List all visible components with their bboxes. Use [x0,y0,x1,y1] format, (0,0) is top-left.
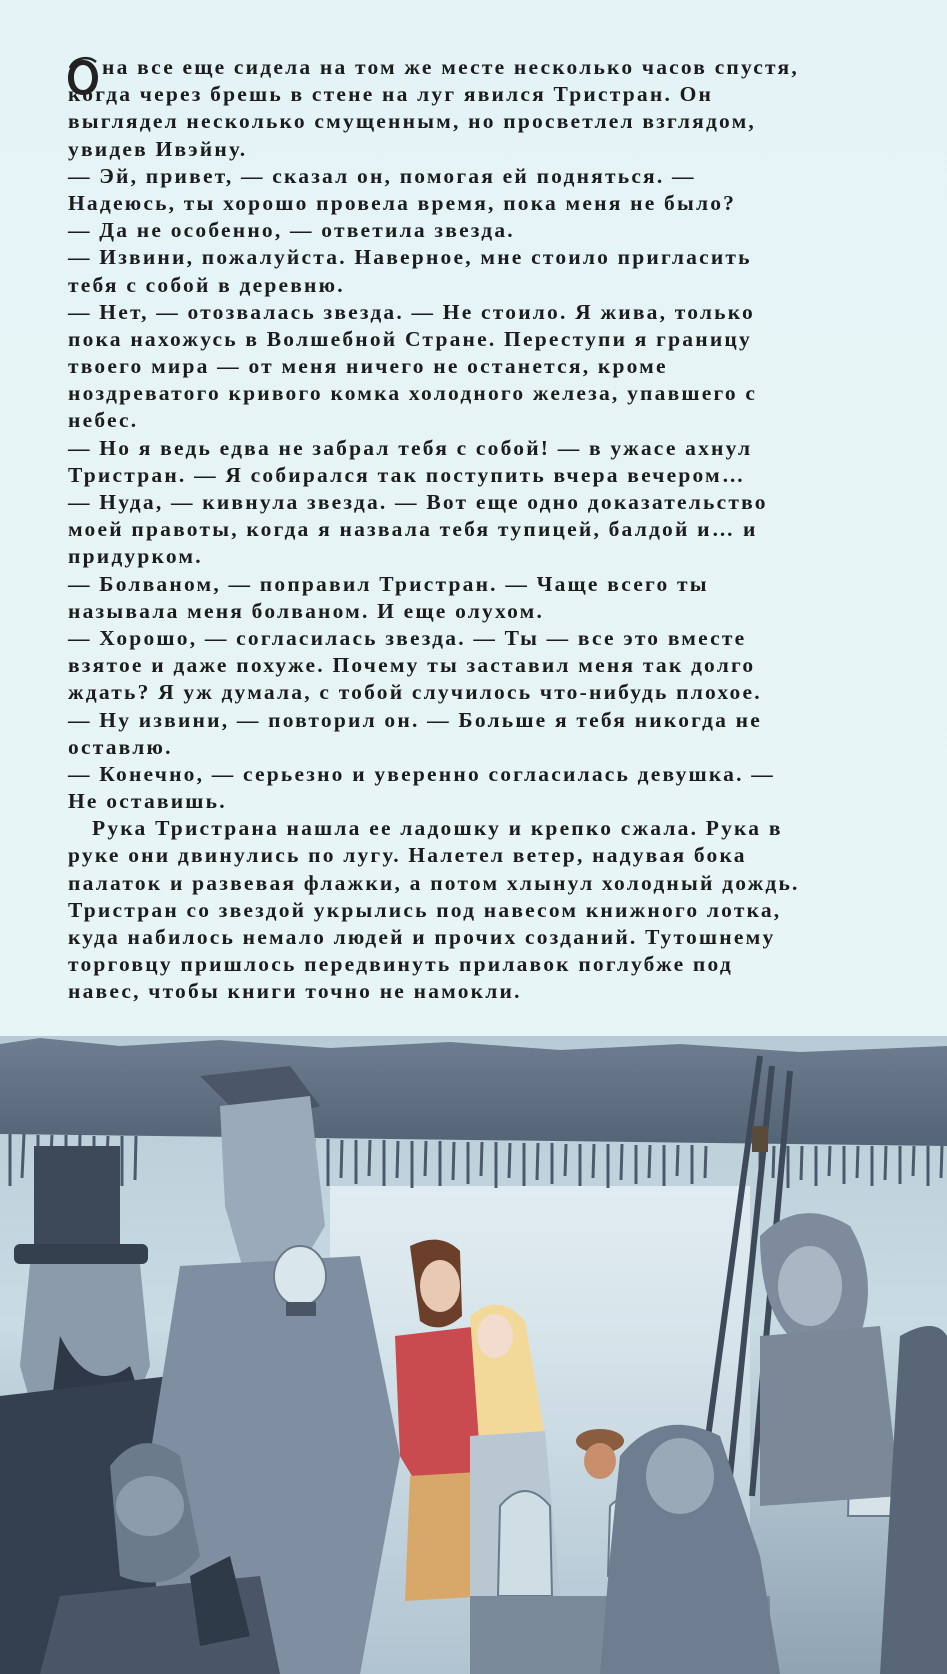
text-line: Тристран со звездой укрылись под навесом книжного лотка, [68,897,782,922]
text-line: когда через брешь в стене на луг явился Тристран. Он [68,82,714,107]
text-line: Надеюсь, ты хорошо провела время, пока меня не было? [68,190,737,215]
text-line: на все еще сидела на том же месте несколько часов спустя, [102,55,799,79]
text-line: куда набилось немало людей и прочих созданий. Тутошнему [68,925,776,949]
text-line: — Хорошо, — согласилась звезда. — Ты — все это вместе [68,625,747,650]
text-line: — Да не особенно, — ответила звезда. [68,218,515,243]
text-line: ждать? Я уж думала, с тобой случилось что-нибудь плохое. [68,680,762,705]
text-line: пока нахожусь в Волшебной Стране. Переступи я границу [68,326,752,351]
text-line: — Эй, привет, — сказал он, помогая ей подняться. — [68,163,696,188]
text-line: взятое и даже похуже. Почему ты заставил меня так долго [68,653,756,678]
text-line: — Нет, — отозвалась звезда. — Не стоило. Я жива, только [68,299,755,324]
drop-cap-o-icon [66,56,100,98]
text-line: называла меня болваном. И еще олухом. [68,598,545,623]
text-line: увидев Ивэйну. [68,136,248,161]
rope-knot [752,1126,768,1152]
text-line: торговцу пришлось передвинуть прилавок поглубже под [68,952,733,977]
text-line: — Извини, пожалуйста. Наверное, мне стоило пригласить [68,245,752,270]
text-line: — Болваном, — поправил Тристран. — Чаще всего ты [68,571,709,596]
text-line: навес, чтобы книги точно не намокли. [68,979,522,1004]
text-line: — Нуда, — кивнула звезда. — Вот еще одно доказательство [68,490,768,514]
text-line: — Ну извини, — повторил он. — Больше я тебя никогда не [68,707,762,732]
text-line: выглядел несколько смущенным, но просветлел взглядом, [68,109,756,134]
text-line: тебя с собой в деревню. [68,272,345,297]
text-line: небес. [68,408,139,433]
story-text [68,54,898,1006]
snow-globe [274,1246,326,1306]
text-line: Рука Тристрана нашла ее ладошку и крепко сжала. Рука в [92,816,783,841]
text-line: — Конечно, — серьезно и уверенно согласилась девушка. — [68,761,775,786]
text-line: моей правоты, когда я назвала тебя тупицей, балдой и… и [68,517,758,542]
market-stall-illustration [0,1036,947,1674]
text-line: — Но я ведь едва не забрал тебя с собой! — в ужасе ахнул [68,435,753,460]
text-line: оставлю. [68,734,173,759]
text-line: придурком. [68,544,203,569]
text-line: ноздреватого кривого комка холодного железа, упавшего с [68,381,758,406]
text-line: твоего мира — от меня ничего не останется, кроме [68,354,668,379]
illustration-svg [0,1036,947,1674]
text-line: Не оставишь. [68,789,227,814]
text-line: Тристран. — Я собирался так поступить вчера вечером… [68,462,746,487]
text-line: руке они двинулись по лугу. Налетел ветер, надувая бока [68,843,747,868]
text-line: палаток и развевая флажки, а потом хлынул холодный дождь. [68,870,800,895]
